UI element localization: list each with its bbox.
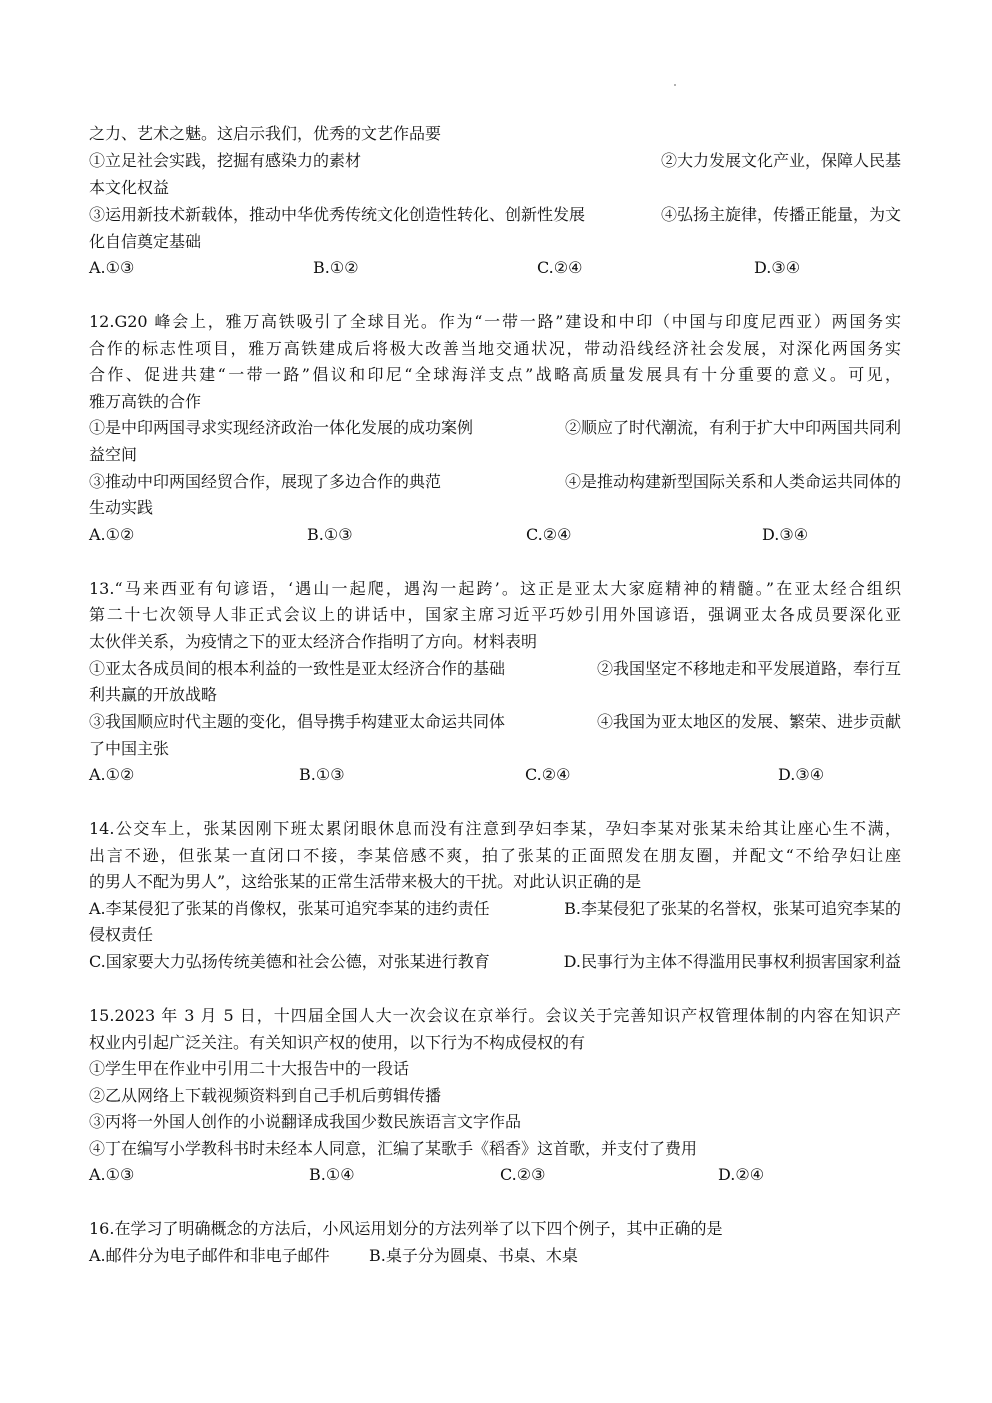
q14-opt-c: C.国家要大力弘扬传统美德和社会公德，对张某进行教育 bbox=[89, 952, 490, 971]
q12-stem-line3: 合作、促进共建“一带一路”倡议和印尼“全球海洋支点”战略高质量发展具有十分重要的意义。可见， bbox=[89, 365, 901, 384]
q13-opt3: ③我国顺应时代主题的变化，倡导携手构建亚太命运共同体 bbox=[89, 712, 506, 731]
q11-opt2a: ②大力发展文化产业，保障人民基 bbox=[660, 151, 901, 170]
q14-options-row2 bbox=[89, 949, 901, 975]
q12-opt2a: ②顺应了时代潮流，有利于扩大中印两国共同利 bbox=[564, 418, 901, 437]
q11-options-row1 bbox=[89, 148, 901, 174]
q13-opt4a: ④我国为亚太地区的发展、繁荣、进步贡献 bbox=[596, 712, 901, 731]
q12-opt1: ①是中印两国寻求实现经济政治一体化发展的成功案例 bbox=[89, 418, 474, 437]
q14-opt-a: A.李某侵犯了张某的肖像权，张某可追究李某的违约责任 bbox=[89, 899, 490, 918]
q12-choice-d: D.③④ bbox=[762, 525, 809, 544]
q12-opt3: ③推动中印两国经贸合作，展现了多边合作的典范 bbox=[89, 472, 442, 491]
q13-opt1: ①亚太各成员间的根本利益的一致性是亚太经济合作的基础 bbox=[89, 659, 506, 678]
q15-choice-c: C.②③ bbox=[500, 1165, 546, 1184]
q16-opt-b: B.桌子分为圆桌、书桌、木桌 bbox=[369, 1246, 578, 1265]
q11-opt2b: 本文化权益 bbox=[89, 178, 170, 197]
q13-choice-c: C.②④ bbox=[525, 765, 571, 784]
q11-choice-a: A.①③ bbox=[89, 258, 135, 277]
q13-opt4b: 了中国主张 bbox=[89, 739, 170, 758]
q11-stem-tail: 之力、艺术之魅。这启示我们，优秀的文艺作品要 bbox=[89, 124, 442, 143]
q13-stem-line1: 13.“马来西亚有句谚语，‘遇山一起爬，遇沟一起跨’。这正是亚太大家庭精神的精髓。”在亚太经合组织 bbox=[89, 579, 901, 598]
q12-choice-c: C.②④ bbox=[526, 525, 572, 544]
q11-choices bbox=[89, 255, 901, 281]
q13-options-row2 bbox=[89, 709, 901, 735]
q15-opt3: ③丙将一外国人创作的小说翻译成我国少数民族语言文字作品 bbox=[89, 1112, 522, 1131]
q15-choice-d: D.②④ bbox=[718, 1165, 765, 1184]
q14-stem-line2: 出言不逊，但张某一直闭口不接，李某倍感不爽，拍了张某的正面照发在朋友圈，并配文“不给孕妇让座 bbox=[89, 846, 901, 865]
scan-dot bbox=[674, 84, 676, 86]
q11-opt1: ①立足社会实践，挖掘有感染力的素材 bbox=[89, 151, 362, 170]
q15-stem-line2: 权业内引起广泛关注。有关知识产权的使用，以下行为不构成侵权的有 bbox=[89, 1033, 586, 1052]
q13-options-row1 bbox=[89, 656, 901, 682]
q11-choice-c: C.②④ bbox=[537, 258, 583, 277]
q15-choice-b: B.①④ bbox=[309, 1165, 355, 1184]
q12-stem-line1: 12.G20 峰会上，雅万高铁吸引了全球目光。作为“一带一路”建设和中印（中国与印度尼西亚）两国务实 bbox=[89, 312, 901, 331]
q11-choice-b: B.①② bbox=[313, 258, 359, 277]
q12-choices bbox=[89, 522, 901, 548]
q12-opt2b: 益空间 bbox=[89, 445, 138, 464]
q15-opt4: ④丁在编写小学教科书时未经本人同意，汇编了某歌手《稻香》这首歌，并支付了费用 bbox=[89, 1139, 698, 1158]
q13-choices bbox=[89, 762, 901, 788]
q16-stem: 16.在学习了明确概念的方法后，小风运用划分的方法列举了以下四个例子，其中正确的是 bbox=[89, 1219, 723, 1238]
q14-opt-b-b: 侵权责任 bbox=[89, 925, 154, 944]
q12-options-row2 bbox=[89, 469, 901, 495]
q15-choice-a: A.①③ bbox=[89, 1165, 135, 1184]
q14-stem-line1: 14.公交车上，张某因刚下班太累闭眼休息而没有注意到孕妇李某，孕妇李某对张某未给其让座心生不满， bbox=[89, 819, 901, 838]
q13-opt2a: ②我国坚定不移地走和平发展道路，奉行互 bbox=[596, 659, 901, 678]
q12-opt4b: 生动实践 bbox=[89, 498, 154, 517]
q12-choice-a: A.①② bbox=[89, 525, 135, 544]
q12-options-row1 bbox=[89, 415, 901, 441]
q11-opt4a: ④弘扬主旋律，传播正能量，为文 bbox=[660, 205, 901, 224]
q15-choices bbox=[89, 1162, 901, 1188]
q15-opt2: ②乙从网络上下载视频资料到自己手机后剪辑传播 bbox=[89, 1086, 442, 1105]
q15-stem-line1: 15.2023 年 3 月 5 日，十四届全国人大一次会议在京举行。会议关于完善知识产权管理体制的内容在知识产 bbox=[89, 1006, 901, 1025]
q13-choice-d: D.③④ bbox=[778, 765, 825, 784]
q14-opt-d: D.民事行为主体不得滥用民事权利损害国家利益 bbox=[563, 952, 901, 971]
q16-opt-a: A.邮件分为电子邮件和非电子邮件 bbox=[89, 1246, 330, 1265]
q16-options-row1 bbox=[89, 1243, 901, 1269]
q13-stem-line2: 第二十七次领导人非正式会议上的讲话中，国家主席习近平巧妙引用外国谚语，强调亚太各成员要深化亚 bbox=[89, 605, 901, 624]
q12-stem-line2: 合作的标志性项目，雅万高铁建成后将极大改善当地交通状况，带动沿线经济社会发展，对深化两国务实 bbox=[89, 339, 901, 358]
q12-choice-b: B.①③ bbox=[307, 525, 353, 544]
q11-opt4b: 化自信奠定基础 bbox=[89, 232, 202, 251]
q13-choice-a: A.①② bbox=[89, 765, 135, 784]
q14-options-row1 bbox=[89, 896, 901, 922]
q12-opt4a: ④是推动构建新型国际关系和人类命运共同体的 bbox=[564, 472, 901, 491]
q13-choice-b: B.①③ bbox=[299, 765, 345, 784]
q14-stem-line3: 的男人不配为男人”，这给张某的正常生活带来极大的干扰。对此认识正确的是 bbox=[89, 872, 642, 891]
q13-stem-line3: 太伙伴关系，为疫情之下的亚太经济合作指明了方向。材料表明 bbox=[89, 632, 538, 651]
q13-opt2b: 利共赢的开放战略 bbox=[89, 685, 218, 704]
q14-opt-b-a: B.李某侵犯了张某的名誉权，张某可追究李某的 bbox=[564, 899, 901, 918]
q12-stem-line4: 雅万高铁的合作 bbox=[89, 392, 202, 411]
q11-opt3: ③运用新技术新载体，推动中华优秀传统文化创造性转化、创新性发展 bbox=[89, 205, 586, 224]
q11-choice-d: D.③④ bbox=[754, 258, 801, 277]
q15-opt1: ①学生甲在作业中引用二十大报告中的一段话 bbox=[89, 1059, 410, 1078]
q11-options-row2 bbox=[89, 202, 901, 228]
